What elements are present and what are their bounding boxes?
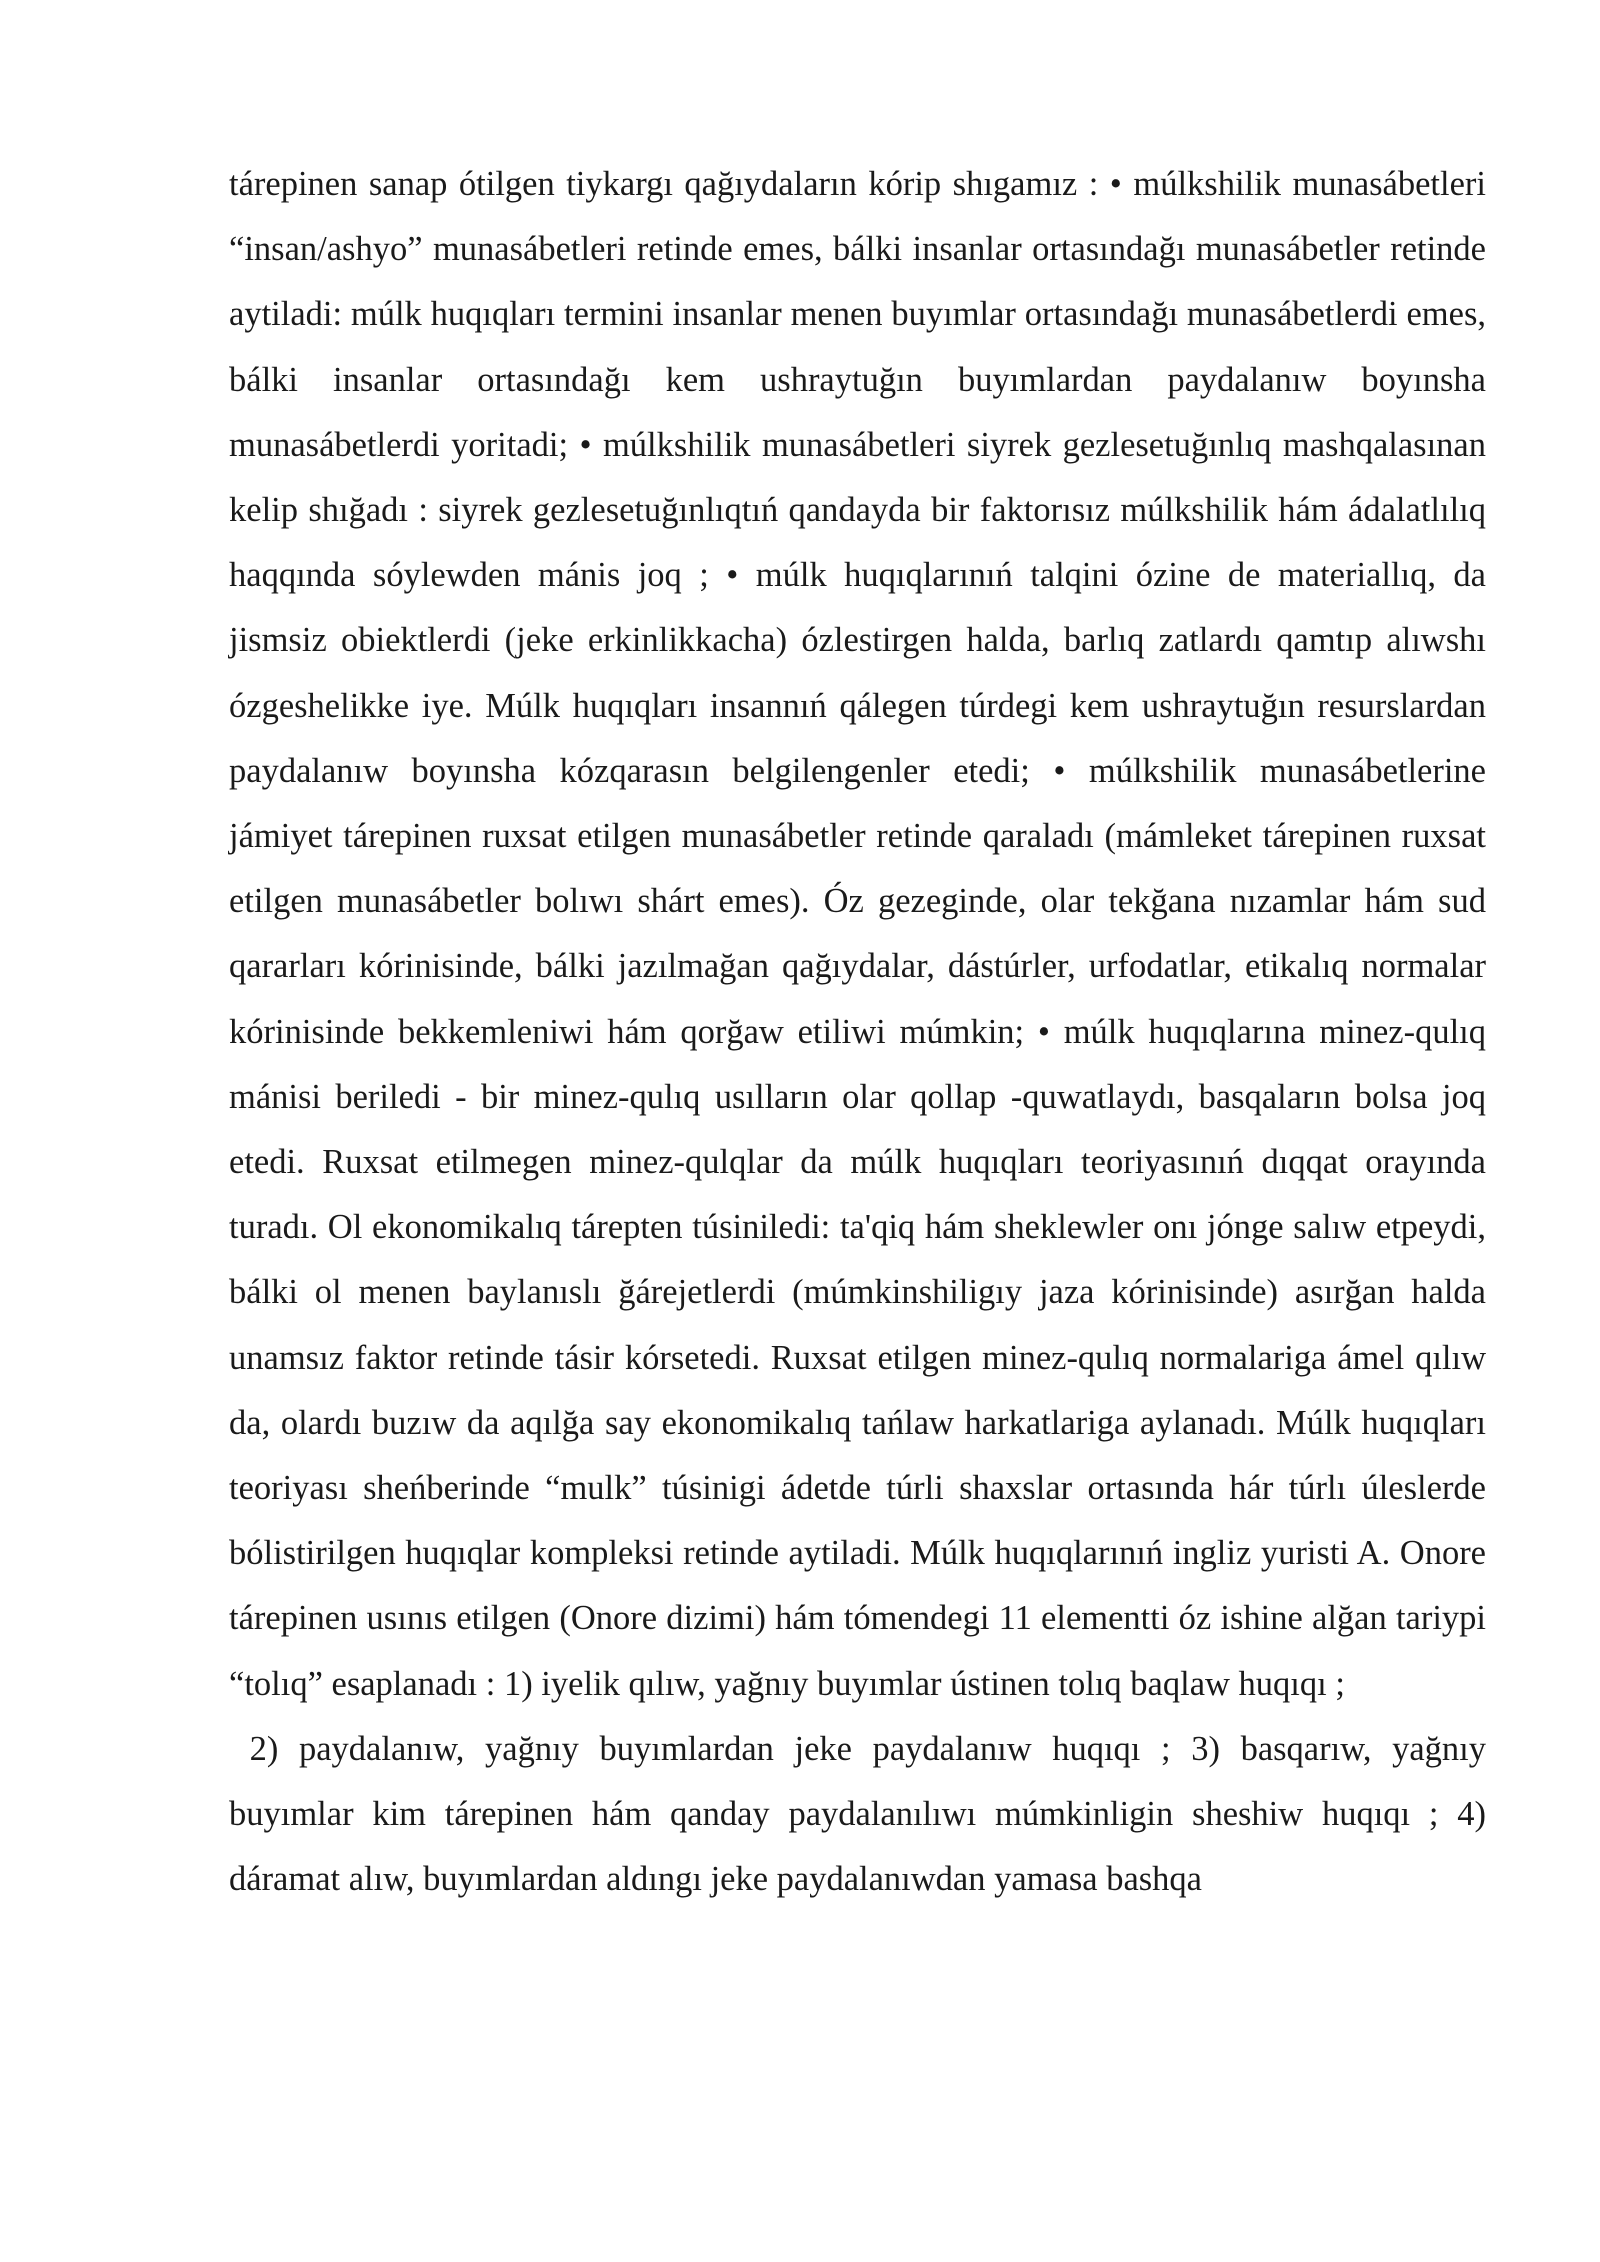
document-body bbox=[229, 152, 1495, 1912]
body-paragraph: tárepinen sanap ótilgen tiykargı qağıydaların kórip shıgamız : • múlkshilik munasábetleri “insan/ashyo” munasábetleri retinde emes, bálki insanlar ortasındağı munasábetler retinde aytiladi: múlk huqıqları termini insanlar menen buyımlar ortasındağı munasábetlerdi emes, bálki insanlar ortasındağı kem ushraytuğın buyımlardan paydalanıw boyınsha munasábetlerdi yoritadi; • múlkshilik munasábetleri siyrek gezlesetuğınlıq mashqalasınan kelip shığadı : siyrek gezlesetuğınlıqtıń qandayda bir faktorısız múlkshilik hám ádalatlılıq haqqında sóylewden mánis joq ; • múlk huqıqlarınıń talqini ózine de materiallıq, da jismsiz obiektlerdi (jeke erkinlikkacha) ózlestirgen halda, barlıq zatlardı qamtıp alıwshı ózgeshelikke iye. Múlk huqıqları insannıń qálegen túrdegi kem ushraytuğın resurslardan paydalanıw boyınsha kózqarasın belgilengenler etedi; • múlkshilik munasábetlerine jámiyet tárepinen ruxsat etilgen munasábetler retinde qaraladı (mámleket tárepinen ruxsat etilgen munasábetler bolıwı shárt emes). Óz gezeginde, olar tekğana nızamlar hám sud qararları kórinisinde, bálki jazılmağan qağıydalar, dástúrler, urfodatlar, etikalıq normalar kórinisinde bekkemleniwi hám qorğaw etiliwi múmkin; • múlk huqıqlarına minez-qulıq mánisi beriledi - bir minez-qulıq usılların olar qollap -quwatlaydı, basqaların bolsa joq etedi. Ruxsat etilmegen minez-qulqlar da múlk huqıqları teoriyasınıń dıqqat orayında turadı. Ol ekonomikalıq tárepten túsiniledi: ta'qiq hám sheklewler onı jónge salıw etpeydi, bálki ol menen baylanıslı ğárejetlerdi (múmkinshiligıy jaza kórinisinde) asırğan halda unamsız faktor retinde tásir kórsetedi. Ruxsat etilgen minez-qulıq normalariga ámel qılıw da, olardı buzıw da aqılğa say ekonomikalıq tańlaw harkatlariga aylanadı. Múlk huqıqları teoriyası sheńberinde “mulk” túsinigi ádetde túrli shaxslar ortasında hár túrlı úleslerde bólistirilgen huqıqlar kompleksi retinde aytiladi. Múlk huqıqlarınıń ingliz yuristi A. Onore tárepinen usınıs etilgen (Onore dizimi) hám tómendegi 11 elementti óz ishine alğan tariypi “tolıq” esaplanadı : 1) iyelik qılıw, yağnıy buyımlar ústinen tolıq baqlaw huqıqı ; bbox=[229, 165, 1486, 1703]
body-paragraph: 2) paydalanıw, yağnıy buyımlardan jeke paydalanıw huqıqı ; 3) basqarıw, yağnıy buyımlar kim tárepinen hám qanday paydalanılıwı múmkinligin sheshiw huqıqı ; 4) dáramat alıw, buyımlardan aldıngı jeke paydalanıwdan yamasa bashqa bbox=[229, 1729, 1495, 1899]
